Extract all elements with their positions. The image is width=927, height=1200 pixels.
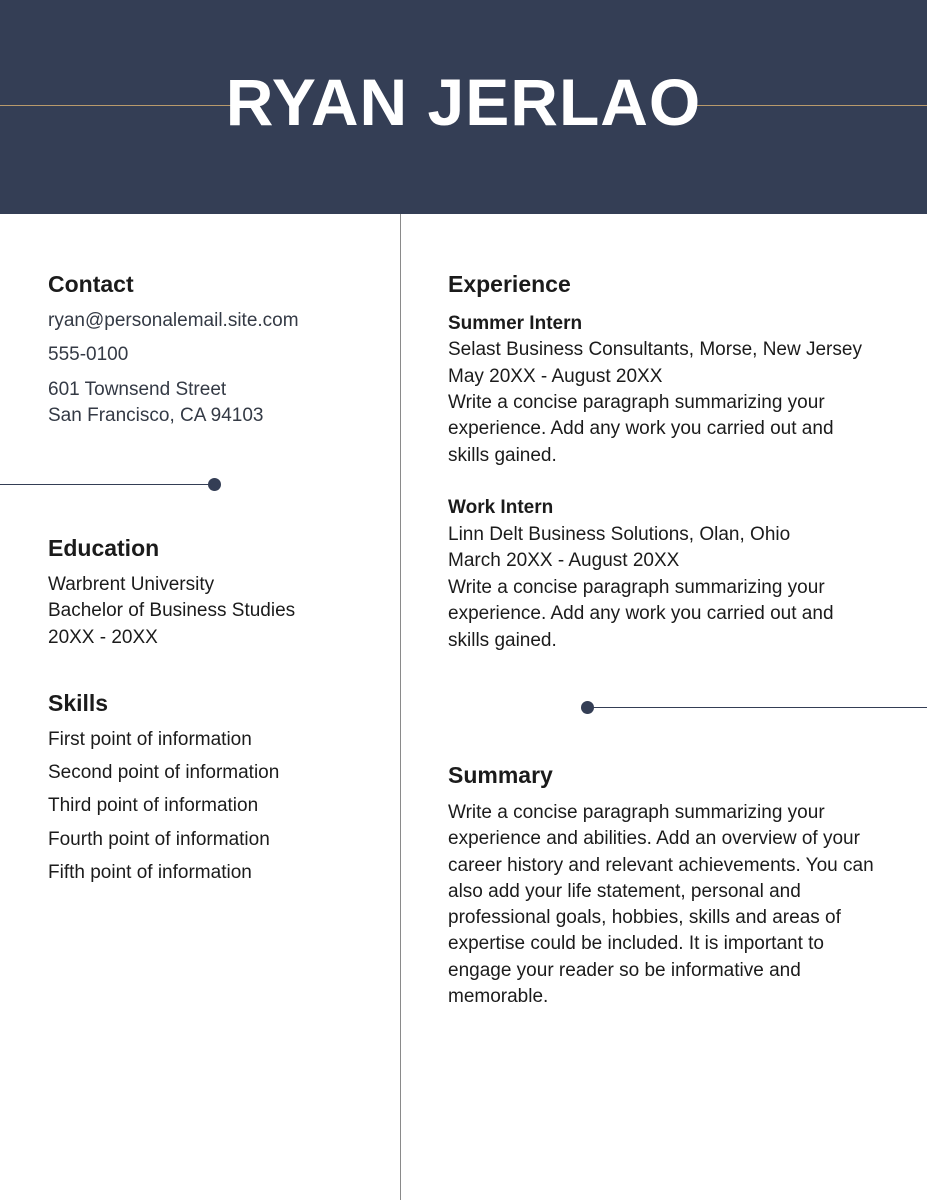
- job-company: Selast Business Consultants, Morse, New Jersey: [448, 339, 862, 360]
- contact-phone: 555-0100: [48, 344, 129, 365]
- job-role: Summer Intern: [448, 313, 583, 334]
- experience-title: Experience: [448, 271, 571, 297]
- summary-title: Summary: [448, 762, 553, 788]
- skill-item: First point of information: [48, 729, 252, 750]
- left-section-rule: [0, 484, 210, 485]
- summary-text: Write a concise paragraph summarizing your experience and abilities. Add an overview of your career history and relevant achievements. You can also add your life statement, personal and professional goals, hobbies, skills and areas of expertise could be included. It is important to engage your reader so be informative and memorable.: [448, 802, 874, 1008]
- right-section-rule: [590, 707, 927, 708]
- job-dates: May 20XX - August 20XX: [448, 366, 663, 387]
- job-company: Linn Delt Business Solutions, Olan, Ohio: [448, 524, 791, 545]
- contact-title: Contact: [48, 271, 134, 297]
- job-description: Write a concise paragraph summarizing your experience. Add any work you carried out and skills gained.: [448, 392, 834, 466]
- left-rule-dot: [208, 478, 221, 491]
- job-dates: March 20XX - August 20XX: [448, 550, 680, 571]
- job-description: Write a concise paragraph summarizing your experience. Add any work you carried out and skills gained.: [448, 577, 834, 651]
- contact-address-line2: San Francisco, CA 94103: [48, 405, 264, 426]
- education-title: Education: [48, 535, 160, 561]
- skill-item: Second point of information: [48, 762, 280, 783]
- skill-item: Fourth point of information: [48, 829, 270, 850]
- skills-title: Skills: [48, 690, 109, 716]
- contact-email: ryan@personalemail.site.com: [48, 310, 299, 331]
- candidate-name: RYAN JERLAO: [225, 65, 702, 139]
- header-banner: [0, 0, 927, 214]
- skill-item: Third point of information: [48, 795, 259, 816]
- skill-item: Fifth point of information: [48, 862, 252, 883]
- contact-address-line1: 601 Townsend Street: [48, 379, 227, 400]
- job-role: Work Intern: [448, 497, 554, 518]
- education-school: Warbrent University: [48, 574, 215, 595]
- education-years: 20XX - 20XX: [48, 627, 158, 648]
- education-degree: Bachelor of Business Studies: [48, 600, 296, 621]
- column-divider: [400, 214, 401, 1200]
